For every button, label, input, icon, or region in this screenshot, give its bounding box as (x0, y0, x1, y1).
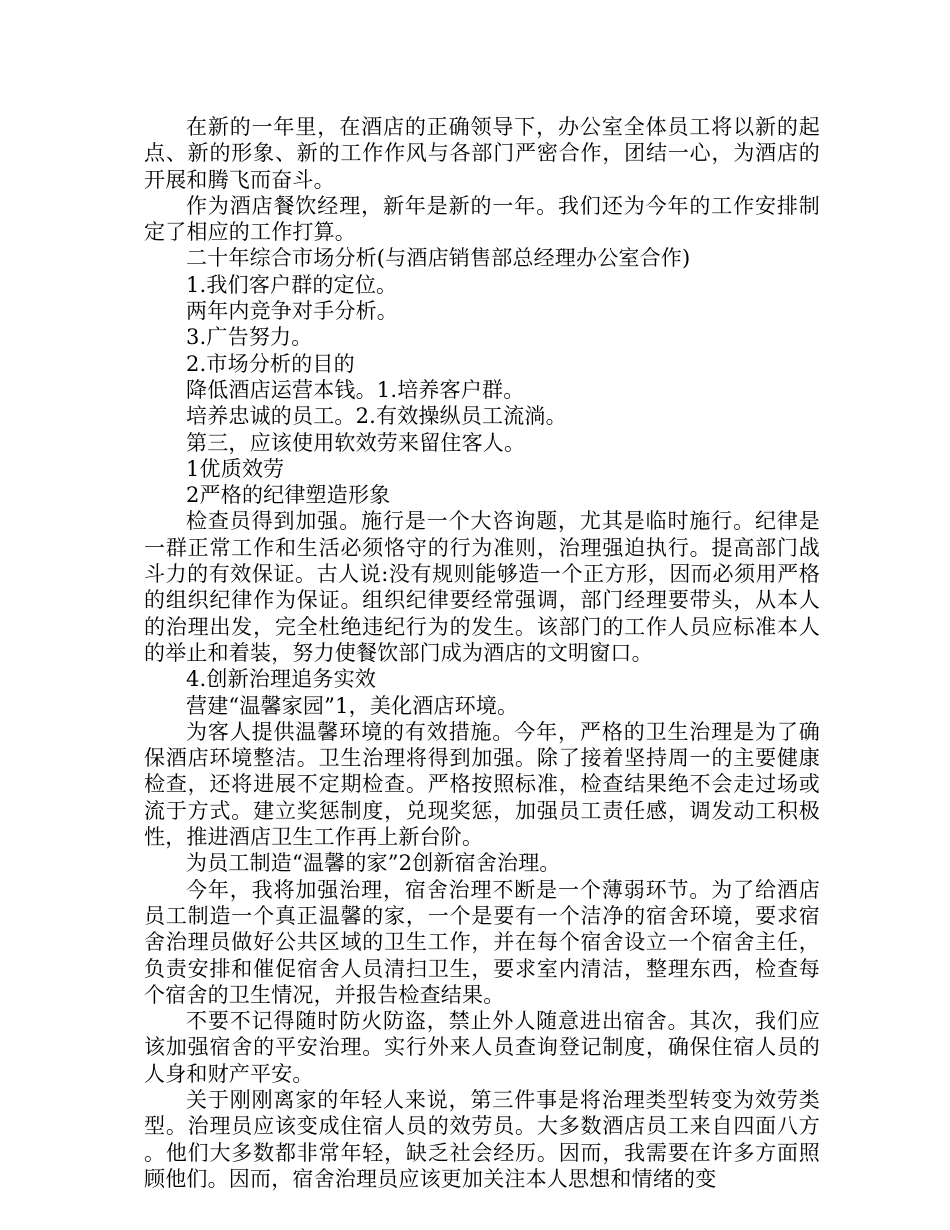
paragraph-service: 关于刚刚离家的年轻人来说，第三件事是将治理类型转变为效劳类型。治理员应该变成住宿人员的效劳员。大多数酒店员工来自四面八方。他们大多数都非常年轻，缺乏社会经历。因而，我需要在许多方面照顾他们。因而，宿舍治理员应该更加关注本人思想和情绪的变 (144, 1087, 820, 1191)
list-item: 1.我们客户群的定位。 (186, 272, 398, 297)
list-item: 3.广告努力。 (186, 325, 313, 350)
list-item: 培养忠诚的员工。2.有效操纵员工流淌。 (186, 404, 567, 429)
paragraph-intro: 在新的一年里，在酒店的正确领导下，办公室全体员工将以新的起点、新的形象、新的工作作风与各部门严密合作，团结一心，为酒店的开展和腾飞而奋斗。 (144, 115, 820, 192)
list-item: 为员工制造“温馨的家”2创新宿舍治理。 (186, 851, 561, 876)
list-item: 降低酒店运营本钱。1.培养客户群。 (186, 377, 525, 402)
list-item: 2严格的纪律塑造形象 (186, 483, 391, 508)
paragraph-dormitory: 今年，我将加强治理，宿舍治理不断是一个薄弱环节。为了给酒店员工制造一个真正温馨的家，一个是要有一个洁净的宿舍环境，要求宿舍治理员做好公共区域的卫生工作，并在每个宿舍设立一个宿舍主任，负责安排和催促宿舍人员清扫卫生，要求室内清洁，整理东西，检查每个宿舍的卫生情况，并报告检查结果。 (144, 877, 820, 1007)
document-body (144, 114, 820, 1192)
list-item: 营建“温馨家园”1，美化酒店环境。 (186, 693, 519, 718)
list-item: 两年内竞争对手分析。 (186, 299, 398, 324)
list-item: 4.创新治理追务实效 (186, 667, 377, 692)
paragraph-hygiene: 为客人提供温馨环境的有效措施。今年，严格的卫生治理是为了确保酒店环境整洁。卫生治理将得到加强。除了接着坚持周一的主要健康检查，还将进展不定期检查。严格按照标准，检查结果绝不会走过场或流于方式。建立奖惩制度，兑现奖惩，加强员工责任感，调发动工积极性，推进酒店卫生工作再上新台阶。 (144, 719, 820, 850)
paragraph-market-analysis: 二十年综合市场分析(与酒店销售部总经理办公室合作) (186, 246, 691, 271)
list-item: 1优质效劳 (186, 456, 285, 481)
list-item: 2.市场分析的目的 (186, 351, 355, 376)
list-item: 第三，应该使用软效劳来留住客人。 (186, 430, 526, 455)
paragraph-safety: 不要不记得随时防火防盗，禁止外人随意进出宿舍。其次，我们应该加强宿舍的平安治理。实行外来人员查询登记制度，确保住宿人员的人身和财产平安。 (144, 1009, 820, 1086)
paragraph-plan: 作为酒店餐饮经理，新年是新的一年。我们还为今年的工作安排制定了相应的工作打算。 (144, 193, 820, 245)
paragraph-discipline: 检查员得到加强。施行是一个大咨询题，尤其是临时施行。纪律是一群正常工作和生活必须恪守的行为准则，治理强迫执行。提高部门战斗力的有效保证。古人说:没有规则能够造一个正方形，因而必须用严格的组织纪律作为保证。组织纪律要经常强调，部门经理要带头，从本人的治理出发，完全杜绝违纪行为的发生。该部门的工作人员应标准本人的举止和着装，努力使餐饮部门成为酒店的文明窗口。 (144, 509, 820, 665)
